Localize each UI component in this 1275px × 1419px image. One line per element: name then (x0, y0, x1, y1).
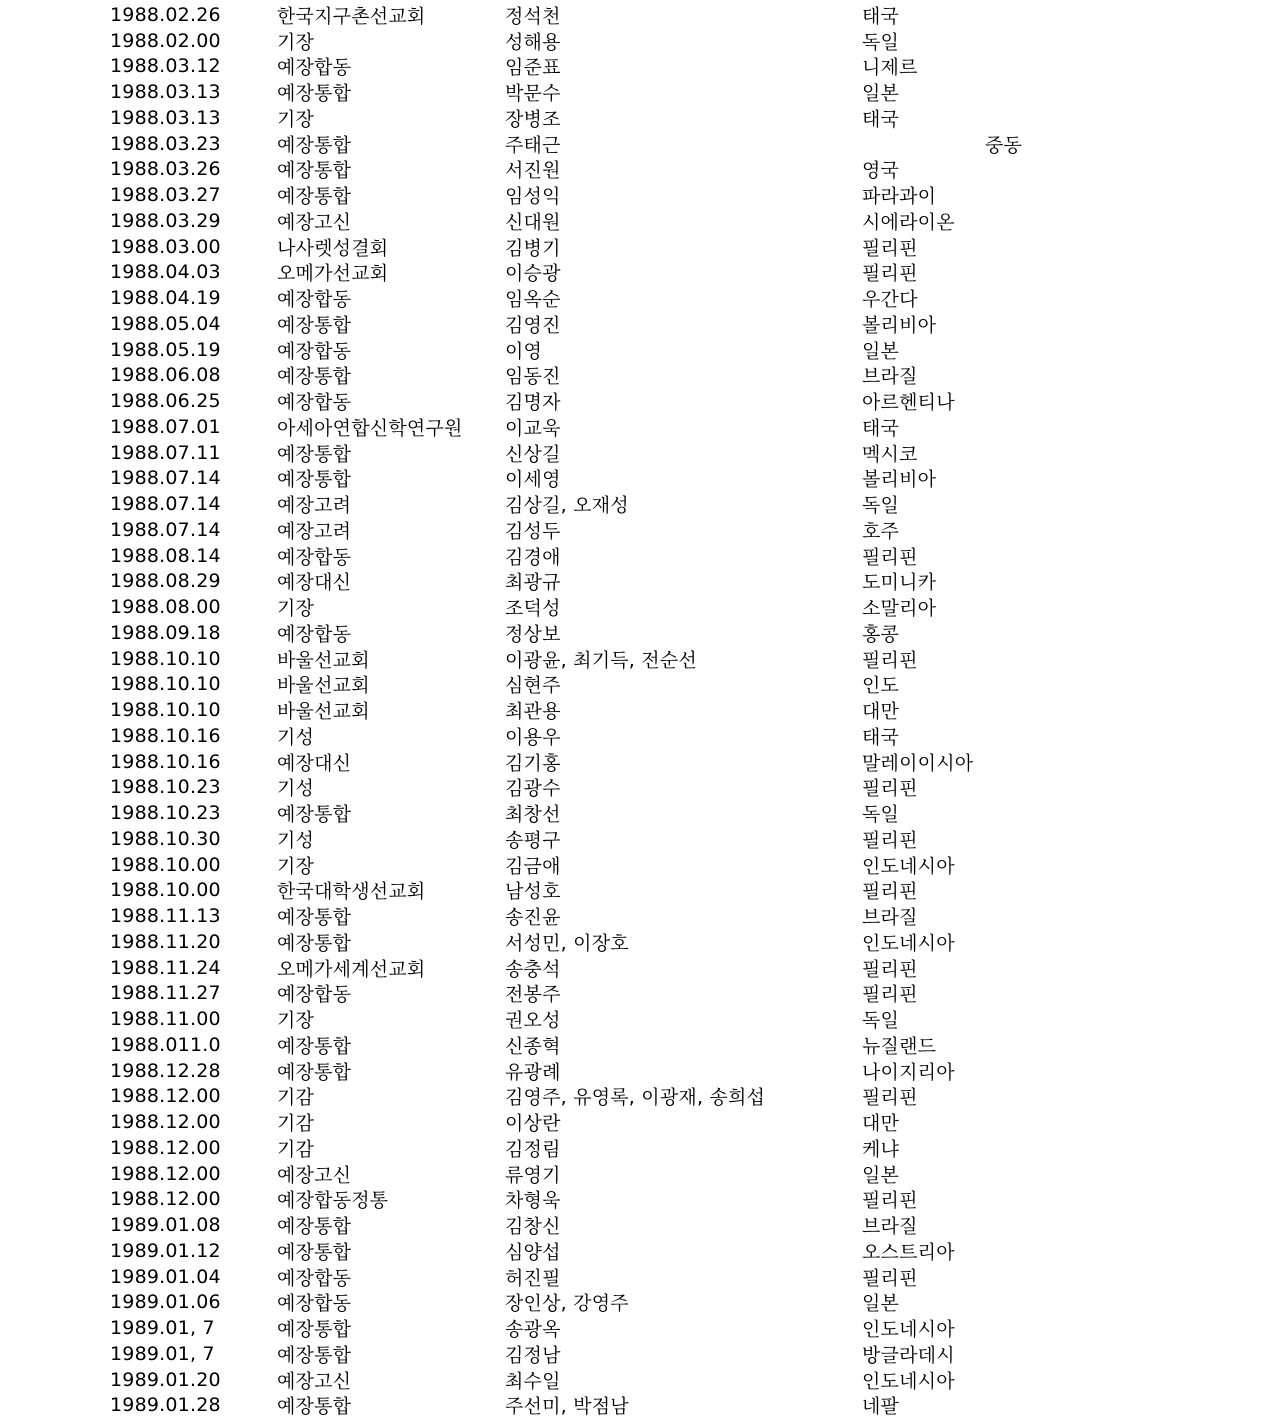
names-cell: 권오성 (505, 1009, 561, 1032)
date-cell: 1988.07.14 (110, 518, 221, 541)
date-cell: 1988.10.16 (110, 724, 221, 747)
table-row (0, 440, 1275, 466)
country-cell: 네팔 (862, 1395, 900, 1418)
date-cell: 1988.10.10 (110, 673, 221, 696)
names-cell: 최창선 (505, 803, 561, 826)
organization-cell: 예장합동 (277, 983, 352, 1006)
table-row (0, 878, 1275, 904)
country-cell: 볼리비아 (862, 468, 937, 491)
names-cell: 심양섭 (505, 1241, 561, 1264)
organization-cell: 기성 (277, 829, 315, 852)
date-cell: 1988.04.03 (110, 261, 221, 284)
country-cell: 말레이이시아 (862, 752, 974, 775)
date-cell: 1988.10.00 (110, 879, 221, 902)
country-cell: 인도네시아 (862, 855, 955, 878)
organization-cell: 예장통합 (277, 443, 352, 466)
country-cell: 인도네시아 (862, 1370, 955, 1393)
organization-cell: 예장통합 (277, 134, 352, 157)
country-cell: 브라질 (862, 365, 918, 388)
country-cell: 독일 (862, 803, 900, 826)
names-cell: 허진필 (505, 1267, 561, 1290)
names-cell: 유광례 (505, 1061, 561, 1084)
country-cell: 시에라이온 (862, 211, 955, 234)
table-row (0, 131, 1275, 157)
names-cell: 이광윤, 최기득, 전순선 (505, 649, 697, 672)
table-row (0, 1187, 1275, 1213)
table-row (0, 491, 1275, 517)
names-cell: 박문수 (505, 82, 561, 105)
country-cell: 오스트리아 (862, 1241, 955, 1264)
organization-cell: 예장통합 (277, 1061, 352, 1084)
names-cell: 장인상, 강영주 (505, 1292, 629, 1315)
organization-cell: 예장합동 (277, 1292, 352, 1315)
table-row (0, 311, 1275, 337)
table-row (0, 1161, 1275, 1187)
names-cell: 김광수 (505, 777, 561, 800)
names-cell: 김정남 (505, 1344, 561, 1367)
organization-cell: 예장통합 (277, 1395, 352, 1418)
country-cell: 나이지리아 (862, 1061, 955, 1084)
country-cell: 인도네시아 (862, 1318, 955, 1341)
date-cell: 1989.01, 7 (110, 1317, 215, 1340)
date-cell: 1988.03.29 (110, 209, 221, 232)
date-cell: 1989.01.20 (110, 1368, 221, 1391)
table-row (0, 697, 1275, 723)
organization-cell: 기장 (277, 597, 315, 620)
country-cell: 일본 (862, 1164, 900, 1187)
names-cell: 주태근 (505, 134, 561, 157)
date-cell: 1988.04.19 (110, 287, 221, 310)
country-cell: 필리핀 (862, 1086, 918, 1109)
organization-cell: 예장고려 (277, 494, 352, 517)
names-cell: 전봉주 (505, 983, 561, 1006)
table-row (0, 826, 1275, 852)
organization-cell: 한국대학생선교회 (277, 880, 426, 903)
names-cell: 김병기 (505, 237, 561, 260)
organization-cell: 예장합동 (277, 391, 352, 414)
country-cell: 중동 (985, 134, 1023, 157)
organization-cell: 예장고신 (277, 1164, 352, 1187)
names-cell: 김영주, 유영록, 이광재, 송희섭 (505, 1086, 766, 1109)
organization-cell: 예장합동 (277, 340, 352, 363)
table-row (0, 569, 1275, 595)
country-cell: 홍콩 (862, 623, 900, 646)
country-cell: 태국 (862, 5, 900, 28)
date-cell: 1988.11.13 (110, 905, 221, 928)
date-cell: 1988.07.14 (110, 493, 221, 516)
country-cell: 인도 (862, 674, 900, 697)
organization-cell: 기성 (277, 777, 315, 800)
country-cell: 필리핀 (862, 1267, 918, 1290)
table-row (0, 1109, 1275, 1135)
organization-cell: 예장통합 (277, 1241, 352, 1264)
date-cell: 1988.10.30 (110, 827, 221, 850)
country-cell: 아르헨티나 (862, 391, 955, 414)
date-cell: 1988.03.12 (110, 55, 221, 78)
names-cell: 신종혁 (505, 1035, 561, 1058)
country-cell: 볼리비아 (862, 314, 937, 337)
country-cell: 파라과이 (862, 185, 937, 208)
names-cell: 임성익 (505, 185, 561, 208)
organization-cell: 바울선교회 (277, 700, 370, 723)
table-row (0, 208, 1275, 234)
names-cell: 성해용 (505, 31, 561, 54)
country-cell: 소말리아 (862, 597, 937, 620)
names-cell: 송광옥 (505, 1318, 561, 1341)
country-cell: 대만 (862, 1112, 900, 1135)
names-cell: 김명자 (505, 391, 561, 414)
organization-cell: 예장통합 (277, 82, 352, 105)
table-row (0, 1315, 1275, 1341)
names-cell: 최광규 (505, 571, 561, 594)
table-row (0, 594, 1275, 620)
country-cell: 일본 (862, 340, 900, 363)
date-cell: 1989.01.06 (110, 1291, 221, 1314)
table-row (0, 1135, 1275, 1161)
country-cell: 케냐 (862, 1138, 900, 1161)
names-cell: 김정림 (505, 1138, 561, 1161)
table-row (0, 388, 1275, 414)
country-cell: 태국 (862, 108, 900, 131)
names-cell: 최관용 (505, 700, 561, 723)
table-row (0, 414, 1275, 440)
organization-cell: 기장 (277, 1009, 315, 1032)
date-cell: 1989.01.12 (110, 1239, 221, 1262)
names-cell: 남성호 (505, 880, 561, 903)
country-cell: 필리핀 (862, 958, 918, 981)
table-row (0, 620, 1275, 646)
table-row (0, 363, 1275, 389)
names-cell: 이영 (505, 340, 543, 363)
names-cell: 류영기 (505, 1164, 561, 1187)
table-row (0, 1032, 1275, 1058)
names-cell: 송진윤 (505, 906, 561, 929)
country-cell: 필리핀 (862, 777, 918, 800)
table-row (0, 260, 1275, 286)
table-row (0, 1212, 1275, 1238)
table-row (0, 28, 1275, 54)
table-row (0, 955, 1275, 981)
table-row (0, 285, 1275, 311)
date-cell: 1989.01.08 (110, 1214, 221, 1237)
organization-cell: 바울선교회 (277, 674, 370, 697)
table-row (0, 466, 1275, 492)
names-cell: 최수일 (505, 1370, 561, 1393)
names-cell: 이세영 (505, 468, 561, 491)
names-cell: 김영진 (505, 314, 561, 337)
country-cell: 도미니카 (862, 571, 937, 594)
date-cell: 1988.12.00 (110, 1188, 221, 1211)
table-row (0, 775, 1275, 801)
date-cell: 1988.11.24 (110, 956, 221, 979)
names-cell: 이승광 (505, 262, 561, 285)
table-row (0, 852, 1275, 878)
names-cell: 서성민, 이장호 (505, 932, 629, 955)
table-row (0, 981, 1275, 1007)
names-cell: 김성두 (505, 520, 561, 543)
names-cell: 서진원 (505, 159, 561, 182)
names-cell: 임옥순 (505, 288, 561, 311)
organization-cell: 예장합동 (277, 546, 352, 569)
organization-cell: 한국지구촌선교회 (277, 5, 426, 28)
organization-cell: 기감 (277, 1086, 315, 1109)
organization-cell: 예장통합 (277, 185, 352, 208)
names-cell: 송평구 (505, 829, 561, 852)
names-cell: 신상길 (505, 443, 561, 466)
date-cell: 1989.01, 7 (110, 1342, 215, 1365)
date-cell: 1989.01.28 (110, 1394, 221, 1417)
organization-cell: 예장대신 (277, 752, 352, 775)
organization-cell: 예장합동 (277, 56, 352, 79)
organization-cell: 기감 (277, 1112, 315, 1135)
country-cell: 필리핀 (862, 829, 918, 852)
country-cell: 필리핀 (862, 649, 918, 672)
missionary-table (0, 2, 1275, 1418)
country-cell: 브라질 (862, 906, 918, 929)
country-cell: 필리핀 (862, 983, 918, 1006)
date-cell: 1988.05.04 (110, 312, 221, 335)
names-cell: 김상길, 오재성 (505, 494, 629, 517)
country-cell: 필리핀 (862, 237, 918, 260)
table-row (0, 903, 1275, 929)
organization-cell: 예장합동 (277, 623, 352, 646)
organization-cell: 예장통합 (277, 1035, 352, 1058)
table-row (0, 1264, 1275, 1290)
country-cell: 우간다 (862, 288, 918, 311)
country-cell: 호주 (862, 520, 900, 543)
table-row (0, 517, 1275, 543)
table-row (0, 1290, 1275, 1316)
organization-cell: 예장통합 (277, 803, 352, 826)
date-cell: 1988.08.00 (110, 596, 221, 619)
organization-cell: 예장고려 (277, 520, 352, 543)
organization-cell: 예장고신 (277, 1370, 352, 1393)
table-row (0, 1238, 1275, 1264)
organization-cell: 예장합동 (277, 1267, 352, 1290)
country-cell: 필리핀 (862, 880, 918, 903)
table-row (0, 1393, 1275, 1419)
table-row (0, 1341, 1275, 1367)
organization-cell: 예장고신 (277, 211, 352, 234)
date-cell: 1988.03.23 (110, 132, 221, 155)
date-cell: 1988.12.00 (110, 1111, 221, 1134)
country-cell: 태국 (862, 417, 900, 440)
date-cell: 1988.07.01 (110, 415, 221, 438)
date-cell: 1988.03.13 (110, 81, 221, 104)
organization-cell: 예장통합 (277, 1318, 352, 1341)
organization-cell: 예장통합 (277, 365, 352, 388)
country-cell: 인도네시아 (862, 932, 955, 955)
organization-cell: 예장통합 (277, 1215, 352, 1238)
organization-cell: 오메가세계선교회 (277, 958, 426, 981)
date-cell: 1988.011.0 (110, 1033, 221, 1056)
organization-cell: 예장통합 (277, 314, 352, 337)
date-cell: 1988.07.11 (110, 441, 221, 464)
country-cell: 독일 (862, 31, 900, 54)
names-cell: 주선미, 박점남 (505, 1395, 629, 1418)
organization-cell: 나사렛성결회 (277, 237, 389, 260)
organization-cell: 기감 (277, 1138, 315, 1161)
date-cell: 1988.10.10 (110, 647, 221, 670)
date-cell: 1988.12.00 (110, 1162, 221, 1185)
date-cell: 1988.03.13 (110, 106, 221, 129)
country-cell: 필리핀 (862, 262, 918, 285)
organization-cell: 기장 (277, 108, 315, 131)
organization-cell: 아세아연합신학연구원 (277, 417, 463, 440)
table-row (0, 1084, 1275, 1110)
date-cell: 1988.02.26 (110, 3, 221, 26)
date-cell: 1988.05.19 (110, 338, 221, 361)
names-cell: 김기홍 (505, 752, 561, 775)
date-cell: 1988.02.00 (110, 29, 221, 52)
country-cell: 독일 (862, 494, 900, 517)
table-row (0, 723, 1275, 749)
names-cell: 심현주 (505, 674, 561, 697)
country-cell: 멕시코 (862, 443, 918, 466)
organization-cell: 예장통합 (277, 932, 352, 955)
country-cell: 필리핀 (862, 546, 918, 569)
table-row (0, 1367, 1275, 1393)
date-cell: 1988.03.00 (110, 235, 221, 258)
date-cell: 1988.12.00 (110, 1085, 221, 1108)
country-cell: 방글라데시 (862, 1344, 955, 1367)
table-row (0, 182, 1275, 208)
table-row (0, 646, 1275, 672)
names-cell: 김경애 (505, 546, 561, 569)
table-row (0, 543, 1275, 569)
date-cell: 1988.06.08 (110, 364, 221, 387)
country-cell: 독일 (862, 1009, 900, 1032)
names-cell: 이상란 (505, 1112, 561, 1135)
date-cell: 1989.01.04 (110, 1265, 221, 1288)
organization-cell: 바울선교회 (277, 649, 370, 672)
organization-cell: 예장합동정통 (277, 1189, 389, 1212)
organization-cell: 기장 (277, 31, 315, 54)
table-row (0, 157, 1275, 183)
names-cell: 장병조 (505, 108, 561, 131)
names-cell: 정상보 (505, 623, 561, 646)
organization-cell: 예장통합 (277, 159, 352, 182)
date-cell: 1988.08.29 (110, 570, 221, 593)
date-cell: 1988.11.27 (110, 982, 221, 1005)
date-cell: 1988.12.28 (110, 1059, 221, 1082)
date-cell: 1988.03.26 (110, 158, 221, 181)
table-row (0, 749, 1275, 775)
country-cell: 대만 (862, 700, 900, 723)
table-row (0, 672, 1275, 698)
names-cell: 송충석 (505, 958, 561, 981)
table-row (0, 105, 1275, 131)
names-cell: 조덕성 (505, 597, 561, 620)
table-row (0, 800, 1275, 826)
country-cell: 뉴질랜드 (862, 1035, 937, 1058)
country-cell: 태국 (862, 726, 900, 749)
table-row (0, 2, 1275, 28)
organization-cell: 예장통합 (277, 1344, 352, 1367)
table-row (0, 54, 1275, 80)
table-row (0, 234, 1275, 260)
names-cell: 정석천 (505, 5, 561, 28)
table-row (0, 79, 1275, 105)
date-cell: 1988.08.14 (110, 544, 221, 567)
names-cell: 김창신 (505, 1215, 561, 1238)
table-row (0, 1006, 1275, 1032)
organization-cell: 오메가선교회 (277, 262, 389, 285)
date-cell: 1988.10.23 (110, 776, 221, 799)
date-cell: 1988.10.16 (110, 750, 221, 773)
date-cell: 1988.12.00 (110, 1136, 221, 1159)
date-cell: 1988.11.00 (110, 1008, 221, 1031)
date-cell: 1988.10.00 (110, 853, 221, 876)
names-cell: 김금애 (505, 855, 561, 878)
organization-cell: 예장대신 (277, 571, 352, 594)
date-cell: 1988.07.14 (110, 467, 221, 490)
country-cell: 일본 (862, 1292, 900, 1315)
country-cell: 니제르 (862, 56, 918, 79)
names-cell: 이교욱 (505, 417, 561, 440)
names-cell: 신대원 (505, 211, 561, 234)
names-cell: 차형욱 (505, 1189, 561, 1212)
names-cell: 이용우 (505, 726, 561, 749)
date-cell: 1988.10.10 (110, 699, 221, 722)
country-cell: 필리핀 (862, 1189, 918, 1212)
names-cell: 임동진 (505, 365, 561, 388)
table-row (0, 337, 1275, 363)
date-cell: 1988.09.18 (110, 621, 221, 644)
table-row (0, 929, 1275, 955)
names-cell: 임준표 (505, 56, 561, 79)
date-cell: 1988.06.25 (110, 390, 221, 413)
country-cell: 영국 (862, 159, 900, 182)
table-row (0, 1058, 1275, 1084)
country-cell: 브라질 (862, 1215, 918, 1238)
country-cell: 일본 (862, 82, 900, 105)
organization-cell: 기장 (277, 855, 315, 878)
organization-cell: 예장통합 (277, 468, 352, 491)
date-cell: 1988.03.27 (110, 184, 221, 207)
organization-cell: 예장합동 (277, 288, 352, 311)
organization-cell: 기성 (277, 726, 315, 749)
organization-cell: 예장통합 (277, 906, 352, 929)
date-cell: 1988.10.23 (110, 802, 221, 825)
date-cell: 1988.11.20 (110, 930, 221, 953)
